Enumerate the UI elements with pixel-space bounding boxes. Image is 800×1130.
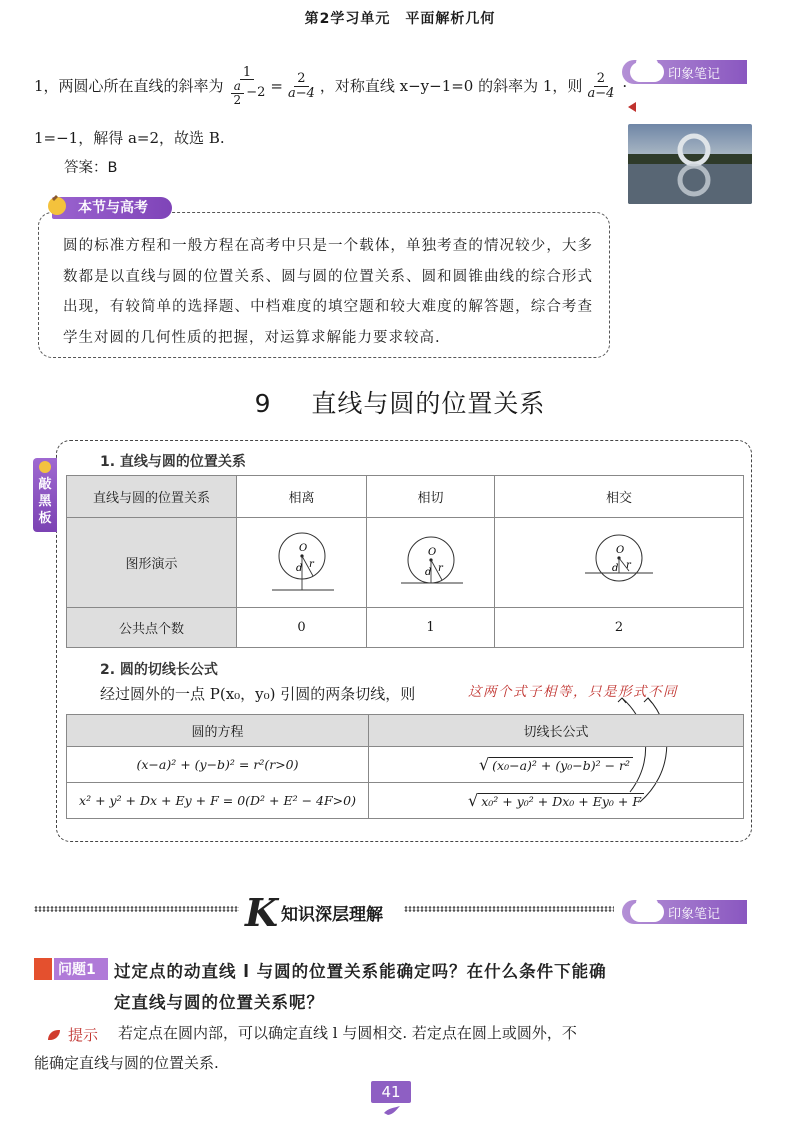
- k-logo: K: [245, 889, 279, 935]
- center-label: O: [298, 542, 307, 554]
- deep-understanding-title: 知识深层理解: [281, 904, 384, 925]
- count-cell: 1: [367, 608, 495, 648]
- intro-line-1: 1，两圆心所在直线的斜率为 1 $\frac{a}{2}$ −2 = $\frac{2}{a-4}$ ，对称直线 x−y−1=0 的斜率为 1，则 $\frac{2}{a-4}$ ·: [34, 64, 628, 107]
- diagram-tangent: [367, 518, 495, 608]
- exam-section-box: [38, 212, 610, 358]
- board-heading-2: 2. 圆的切线长公式: [100, 662, 218, 678]
- equation-cell: x² + y² + Dx + Ey + F = 0(D² + E² − 4F>0): [67, 783, 369, 819]
- lesson-title-text: 直线与圆的位置关系: [311, 389, 546, 418]
- page-number: 41: [371, 1081, 411, 1103]
- column-header: 圆的方程: [67, 715, 369, 747]
- note-tab-2[interactable]: [622, 900, 747, 924]
- diagram-separate: [237, 518, 367, 608]
- relation-table: [66, 475, 744, 648]
- handwritten-annotation: 这两个式子相等，只是形式不同: [468, 684, 678, 700]
- book-icon: [34, 958, 54, 980]
- count-cell: 0: [237, 608, 367, 648]
- note-tab[interactable]: [622, 60, 747, 84]
- note-tab-label: 印象笔记: [668, 906, 721, 922]
- exam-paragraph: 圆的标准方程和一般方程在高考中只是一个载体，单独考查的情况较少，大多数都是以直线与圆的位置关系、圆与圆的位置关系、圆和圆锥曲线的综合形式出现，有较简单的选择题、中档难度的填空题和较大难度的解答题，综合考查学生对圆的几何性质的把握，对运算求解能力要求较高.: [63, 238, 593, 346]
- intro-text: 1，两圆心所在直线的斜率为: [34, 77, 224, 95]
- deep-understanding-heading: [245, 889, 384, 935]
- tangent-intro-line: 经过圆外的一点 P(x₀，y₀) 引圆的两条切线，则: [100, 685, 416, 703]
- column-header: 相离: [237, 476, 367, 518]
- problem-line-2: 定直线与圆的位置关系呢？: [114, 993, 324, 1012]
- fraction-2: $\frac{2}{a-4}$: [287, 70, 315, 101]
- fraction-1: 1 $\frac{a}{2}$ −2: [226, 66, 269, 107]
- distance-label: d: [295, 562, 302, 574]
- tangent-table: [66, 714, 744, 819]
- problem-badge: 问题1: [34, 958, 108, 980]
- elephant-cloud-icon: [630, 902, 664, 922]
- pencil-icon: [46, 193, 68, 217]
- fraction-3: $\frac{2}{a-4}$: [587, 70, 615, 101]
- hint-line-2: 能确定直线与圆的位置关系.: [34, 1054, 219, 1072]
- elephant-cloud-icon: [630, 62, 664, 82]
- board-heading-1: 1. 直线与圆的位置关系: [100, 454, 246, 470]
- column-header: 切线长公式: [369, 715, 744, 747]
- radius-label: r: [626, 559, 631, 571]
- center-label: O: [616, 544, 625, 556]
- column-header: 相切: [367, 476, 495, 518]
- diagram-intersect: [495, 518, 744, 608]
- radius-label: r: [308, 558, 314, 570]
- dotted-rule-right: [404, 906, 614, 912]
- formula-cell: √ x₀² + y₀² + Dx₀ + Ey₀ + F: [369, 783, 744, 819]
- blackboard-tab: 敲 黑 板: [33, 458, 57, 532]
- running-header: 第2学习单元 平面解析几何: [304, 11, 496, 27]
- leaf-icon: [48, 1030, 60, 1040]
- distance-label: d: [612, 562, 619, 574]
- dotted-rule-left: [34, 906, 239, 912]
- hint-line-1: 若定点在圆内部，可以确定直线 l 与圆相交. 若定点在圆上或圆外，不: [118, 1024, 577, 1042]
- intro-line-2: 1=−1，解得 a=2，故选 B.: [34, 129, 225, 147]
- distance-label: d: [424, 566, 431, 578]
- lesson-number: 9: [254, 389, 272, 418]
- note-tab-label: 印象笔记: [668, 66, 721, 82]
- row-label: 公共点个数: [67, 608, 237, 648]
- lesson-title: [0, 384, 800, 420]
- column-header: 相交: [495, 476, 744, 518]
- exam-section-badge: [52, 197, 172, 219]
- hint-label: 提示: [48, 1024, 98, 1045]
- equation-cell: (x−a)² + (y−b)² = r²(r>0): [67, 747, 369, 783]
- pointer-triangle-icon: [628, 102, 636, 112]
- exam-section-label: 本节与高考: [78, 200, 148, 216]
- count-cell: 2: [495, 608, 744, 648]
- formula-cell: √ (x₀−a)² + (y₀−b)² − r²: [369, 747, 744, 783]
- sidebar-photo: [628, 124, 752, 204]
- radius-label: r: [437, 562, 443, 574]
- row-label: 图形演示: [67, 518, 237, 608]
- answer-line: 答案：B: [64, 160, 118, 176]
- bulb-icon: [39, 461, 51, 473]
- bird-icon: [382, 1104, 402, 1118]
- problem-line-1: 过定点的动直线 l 与圆的位置关系能确定吗？在什么条件下能确: [114, 962, 607, 981]
- center-label: O: [427, 546, 436, 558]
- row-label: 直线与圆的位置关系: [67, 476, 237, 518]
